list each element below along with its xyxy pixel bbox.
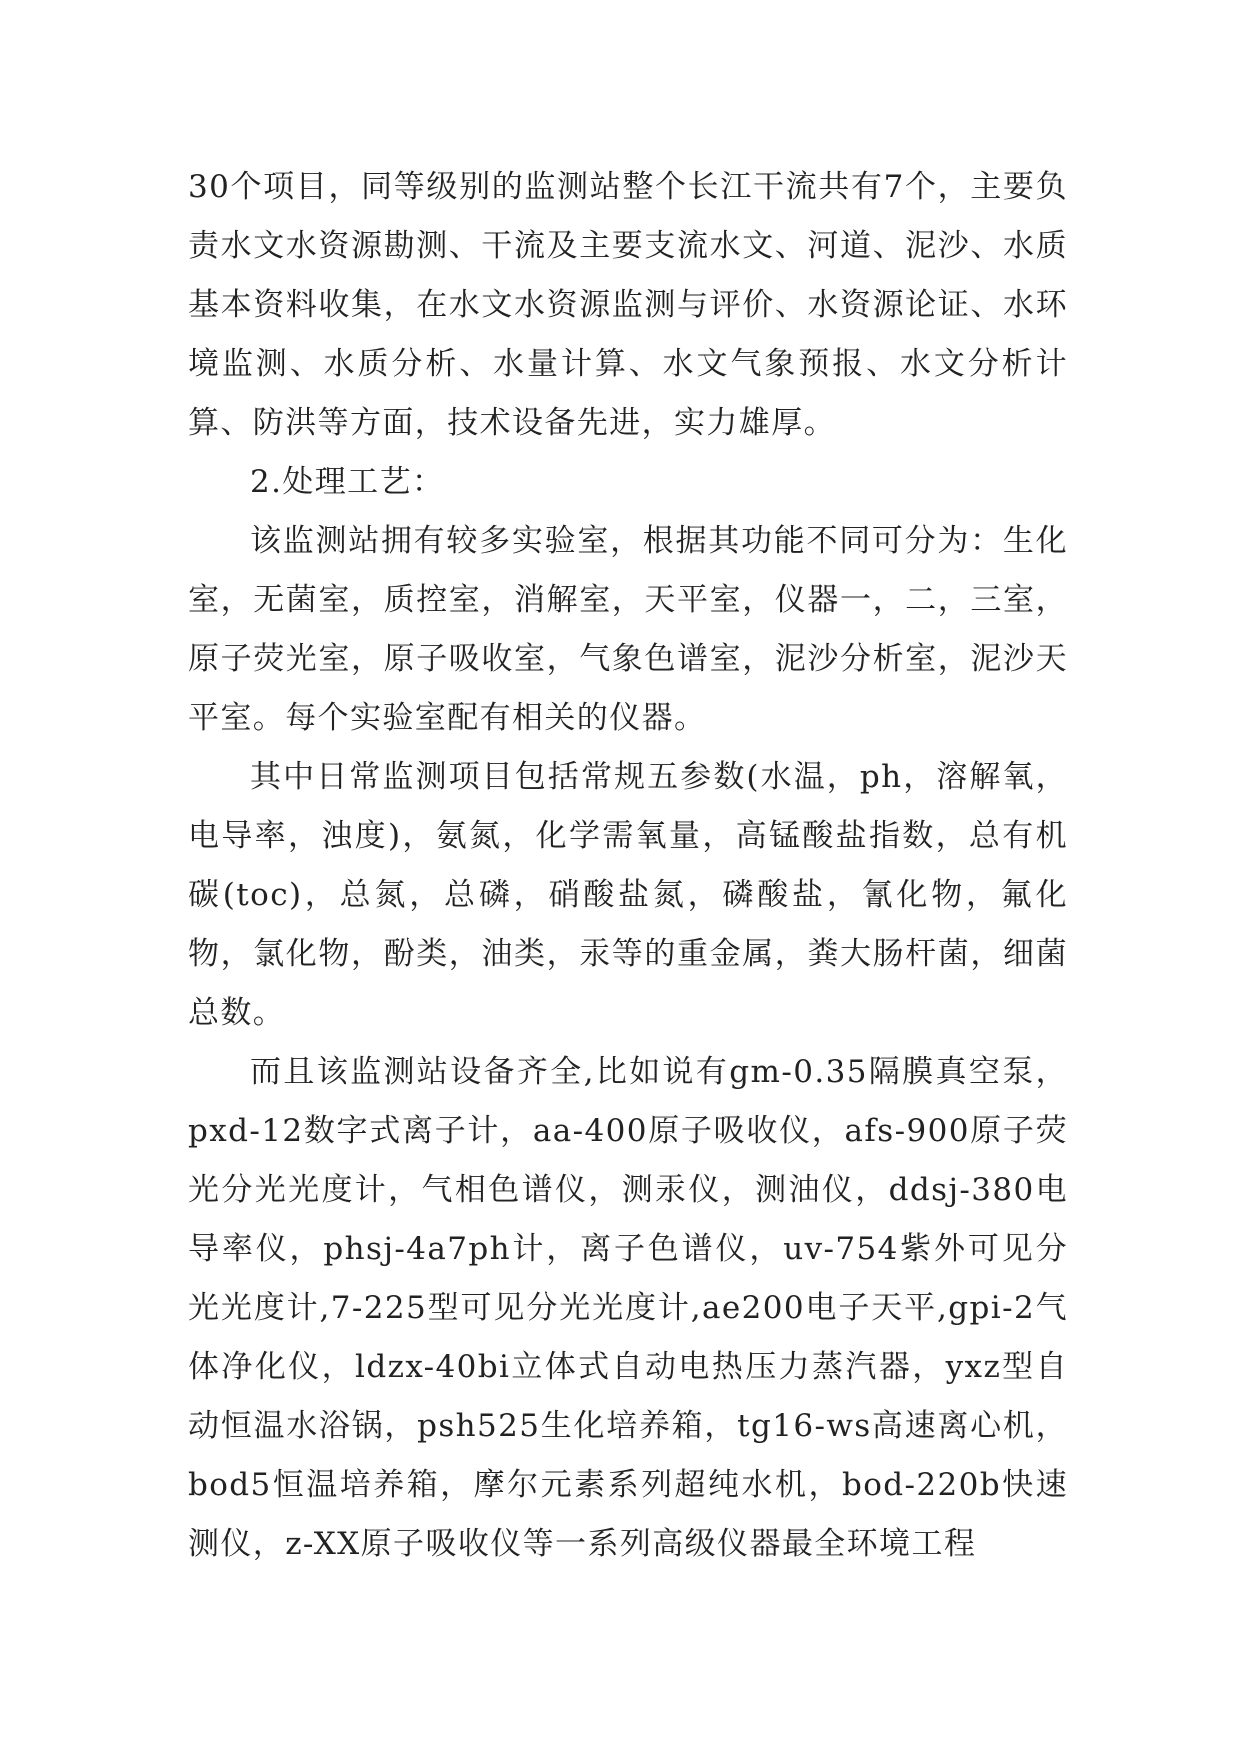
paragraph-equipment-list: 而且该监测站设备齐全,比如说有gm-0.35隔膜真空泵，pxd-12数字式离子计，aa-400原子吸收仪，afs-900原子荧光分光光度计，气相色谱仪，测汞仪，测油仪，ddsj-380电导率仪，phsj-4a7ph计，离子色谱仪，uv-754紫外可见分光光度计,7-225型可见分光光度计,ae200电子天平,gpi-2气体净化仪，ldzx-40bi立体式自动电热压力蒸汽器，yxz型自动恒温水浴锅，psh525生化培养箱，tg16-ws高速离心机，bod5恒温培养箱，摩尔元素系列超纯水机，bod-220b快速测仪，z-XX原子吸收仪等一系列高级仪器最全环境工程 xyxy=(188,1054,1068,1562)
document-body xyxy=(188,158,1068,1574)
paragraph-intro-continuation: 30个项目，同等级别的监测站整个长江干流共有7个，主要负责水文水资源勘测、干流及主要支流水文、河道、泥沙、水质基本资料收集，在水文水资源监测与评价、水资源论证、水环境监测、水质分析、水量计算、水文气象预报、水文分析计算、防洪等方面，技术设备先进，实力雄厚。 xyxy=(188,169,1068,441)
section-heading-process: 2.处理工艺： xyxy=(250,464,445,500)
paragraph-laboratories: 该监测站拥有较多实验室，根据其功能不同可分为：生化室，无菌室，质控室，消解室，天平室，仪器一，二，三室，原子荧光室，原子吸收室，气象色谱室，泥沙分析室，泥沙天平室。每个实验室配有相关的仪器。 xyxy=(188,523,1068,736)
paragraph-monitoring-items: 其中日常监测项目包括常规五参数(水温，ph，溶解氧，电导率，浊度)，氨氮，化学需氧量，高锰酸盐指数，总有机碳(toc)，总氮，总磷，硝酸盐氮，磷酸盐，氰化物，氟化物，氯化物，酚类，油类，汞等的重金属，粪大肠杆菌，细菌总数。 xyxy=(188,759,1068,1031)
